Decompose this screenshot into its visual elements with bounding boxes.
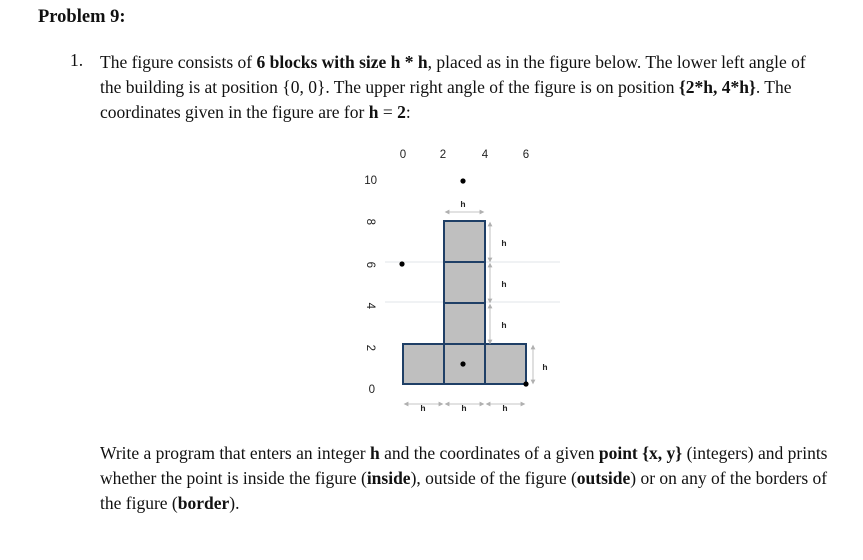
y-tick-8: 8 bbox=[364, 218, 376, 225]
task-text-run: Write a program that enters an integer bbox=[100, 443, 370, 463]
side-label-right-3: h bbox=[501, 320, 507, 330]
task-text-run: inside bbox=[366, 468, 411, 488]
intro-text-run: 6 blocks with size h * h bbox=[256, 52, 428, 72]
side-label-right-1: h bbox=[501, 238, 507, 248]
x-tick-0: 0 bbox=[399, 149, 407, 161]
task-text-run: border bbox=[177, 493, 230, 513]
x-tick-6: 6 bbox=[522, 149, 530, 161]
point-inside bbox=[460, 361, 465, 366]
x-tick-4: 4 bbox=[481, 149, 489, 161]
intro-text-run: The figure consists of bbox=[100, 52, 257, 72]
intro-text-run: h bbox=[368, 102, 379, 122]
intro-text-run: = bbox=[378, 102, 398, 122]
block-bottom-left bbox=[403, 344, 444, 384]
point-left bbox=[399, 261, 404, 266]
block-bottom-right bbox=[485, 344, 526, 384]
side-label-right-2: h bbox=[501, 279, 507, 289]
task-text-run: (integers) and prints whether the point is inside the figure ( bbox=[100, 443, 828, 488]
y-tick-10: 10 bbox=[364, 175, 377, 187]
intro-text-run: . The coordinates given in the figure are for bbox=[100, 77, 792, 122]
block-tower-2 bbox=[444, 262, 485, 303]
x-tick-2: 2 bbox=[439, 149, 447, 161]
side-label-right-4: h bbox=[542, 362, 548, 372]
side-label-bottom-3: h bbox=[502, 403, 508, 413]
intro-text-run: {2*h, 4*h} bbox=[678, 77, 756, 97]
intro-text-run: 2 bbox=[397, 102, 406, 122]
task-text-run: point {x, y} bbox=[598, 443, 683, 463]
task-text-run: h bbox=[369, 443, 380, 463]
task-text-run: outside bbox=[576, 468, 631, 488]
intro-text-run: , placed as in the figure below. The lower left angle of the building is at position {0, 0}. The upper right angle of the figure is on position bbox=[100, 52, 806, 97]
task-text-run: and the coordinates of a given bbox=[379, 443, 599, 463]
point-corner bbox=[523, 381, 528, 386]
task-text-run: ). bbox=[229, 493, 240, 513]
y-tick-6: 6 bbox=[364, 261, 376, 268]
task-text-run: ) or on any of the borders of the figure ( bbox=[100, 468, 828, 513]
task-text-run: ), outside of the figure ( bbox=[410, 468, 577, 488]
side-label-bottom-2: h bbox=[461, 403, 467, 413]
list-item-number: 1. bbox=[70, 50, 84, 70]
y-tick-4: 4 bbox=[364, 302, 376, 309]
y-tick-0: 0 bbox=[368, 384, 375, 396]
y-tick-2: 2 bbox=[364, 344, 376, 351]
side-label-top: h bbox=[460, 199, 466, 209]
block-tower-3 bbox=[444, 221, 485, 262]
intro-text-run: : bbox=[405, 102, 411, 122]
task-paragraph bbox=[100, 441, 830, 516]
problem-title: Problem 9: bbox=[38, 7, 126, 27]
block-tower-1 bbox=[444, 303, 485, 344]
side-label-bottom-1: h bbox=[420, 403, 426, 413]
point-top bbox=[460, 178, 465, 183]
